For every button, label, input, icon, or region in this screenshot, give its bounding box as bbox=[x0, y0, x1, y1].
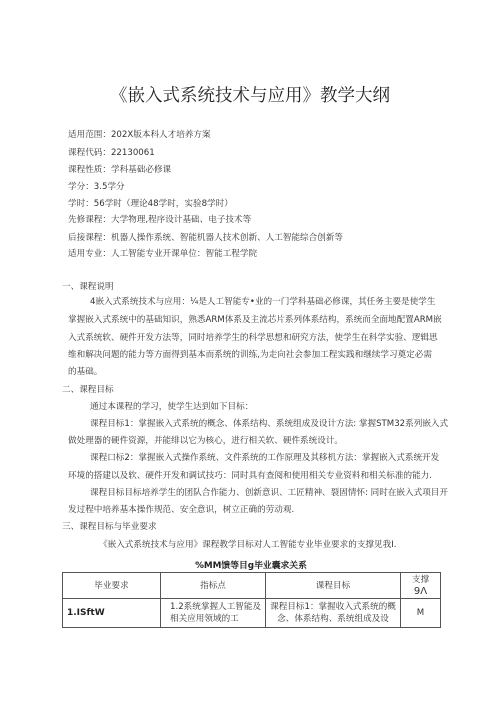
table-header-label: 课程目标 bbox=[315, 580, 351, 591]
table-header-cell bbox=[401, 573, 441, 599]
table-header-label: 指标点 bbox=[200, 580, 226, 591]
section-heading: 三、课程目标与毕业要求 bbox=[62, 522, 157, 532]
table-cell-text: 相关应用领域的工 bbox=[170, 614, 239, 624]
paragraph-line: 《嵌入式系统技术与应用》课程教学目标对人工智能专业毕业要求的支撑见我I. bbox=[99, 540, 397, 550]
meta-line-scope: 适用范围：202X版本科人才培养方案 bbox=[68, 130, 211, 140]
paragraph-line: 掌握嵌入式系统中的基础知识，熟悉ARM体系及主流芯片系列体系结构，系统而全面地配置ARM嵌 bbox=[68, 315, 442, 325]
objective-3-line: 发过程中培养基本操作规范、安全意识，树立正确的劳动观. bbox=[68, 505, 295, 515]
section-heading: 二、课程目标 bbox=[62, 385, 114, 395]
table-cell bbox=[161, 599, 266, 628]
objective-2-line: 课程口标2：掌握嵌入式操作系统、文件系统的工作原理及其移机方法：掌握嵌入式系统开发 bbox=[90, 453, 440, 463]
table-header-row bbox=[63, 573, 441, 599]
objective-1-line: 课程目标1：掌握嵌入式系统的概念、体系结构、系统组成及设计方法: 掌握STM32系列嵌入式 bbox=[90, 419, 449, 429]
paragraph-line: 入式系统软、硬件开发方法等，同时培养学生的科学思想和研究方法，使学生在科学实验、逻辑思 bbox=[68, 333, 438, 343]
table-cell-text: M bbox=[416, 608, 425, 618]
table-header-label: 毕业要求 bbox=[94, 580, 129, 591]
section-heading: 一、课程说明 bbox=[62, 282, 114, 292]
objective-3-line: 课程目标目标培养学生的团队合作能力、创新意识、工匠精神、裂固情怀: 同时在嵌入式项目开 bbox=[90, 488, 448, 498]
table-cell-text: 1.ISftW bbox=[67, 608, 105, 618]
table-header-cell bbox=[161, 573, 266, 599]
syllabus-table bbox=[62, 572, 441, 628]
meta-line-credits: 学分：3.5学分 bbox=[68, 182, 125, 192]
table-header-label: 支撑 bbox=[411, 575, 430, 585]
table-cell-text: 课程目标1：掌握收入式系统的概 bbox=[270, 602, 396, 612]
meta-line-major: 适用专业：人工智能专业开课单位：智能工程学院 bbox=[68, 249, 258, 259]
paragraph-line: 通过本课程的学习，使学生达到如下目标： bbox=[90, 402, 254, 412]
meta-line-prerequisites: 先修课程：大学物理,程序设计基础、电子技术等 bbox=[68, 215, 252, 225]
table-header-cell bbox=[63, 573, 161, 599]
table-caption: %MM馈等目g毕业囊求关系 bbox=[195, 561, 307, 571]
table-cell bbox=[401, 599, 441, 628]
table-header-label: 9Λ bbox=[413, 586, 428, 597]
meta-line-followups: 后接课程：机器人操作系统、智能机器人技术创新、人工智能综合创新等 bbox=[68, 233, 344, 243]
table-header-cell bbox=[266, 573, 401, 599]
objective-1-line: 做处理器的硬件资源，并能绯以它为核心，进行相关软、硬件系统设计。 bbox=[68, 436, 344, 446]
table-cell bbox=[266, 599, 401, 628]
meta-line-hours: 学时：56学时（理论48学时，实验8学时） bbox=[68, 199, 233, 209]
meta-line-code: 课程代码：22130061 bbox=[68, 148, 155, 158]
table-row bbox=[63, 599, 441, 628]
table-cell-text: 念、体系结构、系统组成及设 bbox=[277, 614, 389, 624]
paragraph-line: 维和解决问题的能力等方面得到基本而系统的训练,为走向社会参加工程实践和继续学习奠定必需 bbox=[68, 350, 432, 360]
meta-line-nature: 课程性质：学科基础必修课 bbox=[68, 165, 172, 175]
table-cell-text: 1.2系统掌握人工智能及 bbox=[170, 602, 262, 612]
paragraph-line: 4嵌入式系统技术与应用：¼是人工智能专•业的一门学科基础必修课，其任务主要是使学生 bbox=[90, 297, 436, 307]
objective-2-line: 环境的搭建以及软、硬件开发和调试技巧：同时具有查阅和使用相关专业资料和相关标准的能力. bbox=[68, 471, 432, 481]
document-title: 《嵌入式系统技术与应用》教学大纲 bbox=[110, 86, 390, 106]
table-cell bbox=[63, 599, 161, 628]
paragraph-line: 的基础。 bbox=[68, 367, 103, 377]
